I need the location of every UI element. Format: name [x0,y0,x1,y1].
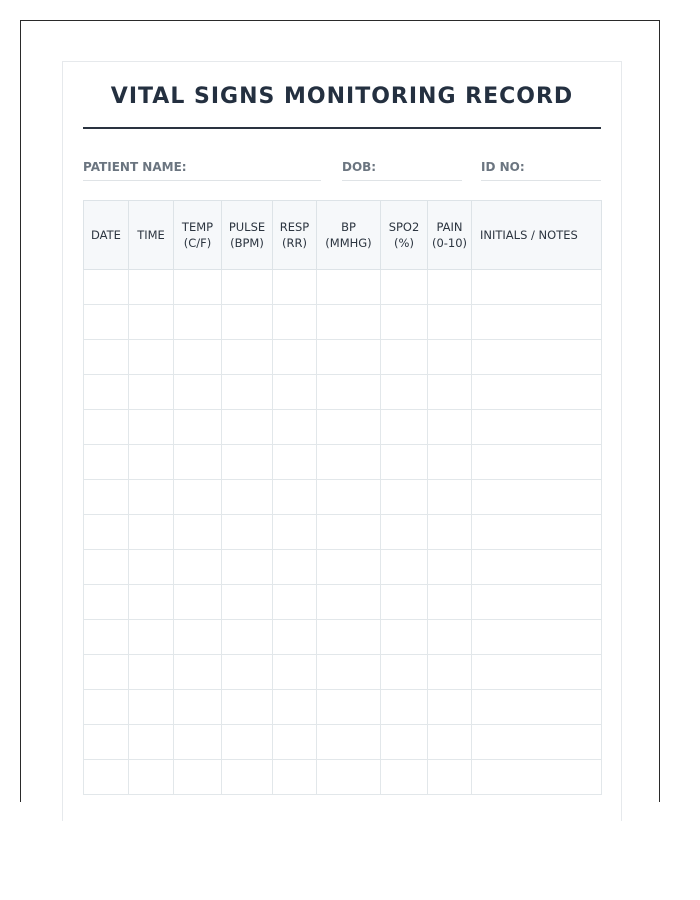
table-row [84,725,602,760]
cell-temp[interactable] [174,585,222,620]
cell-time[interactable] [129,480,174,515]
cell-time[interactable] [129,305,174,340]
cell-bp[interactable] [317,725,381,760]
cell-date[interactable] [84,585,129,620]
cell-spo2[interactable] [381,375,428,410]
cell-spo2[interactable] [381,585,428,620]
cell-bp[interactable] [317,480,381,515]
patient-name-field[interactable] [83,180,321,181]
cell-resp[interactable] [273,375,317,410]
cell-bp[interactable] [317,305,381,340]
cell-pain[interactable] [428,760,472,795]
cell-date[interactable] [84,620,129,655]
table-row [84,480,602,515]
dob-label: DOB: [342,160,377,174]
cell-time[interactable] [129,585,174,620]
id-no-label: ID NO: [481,160,525,174]
cell-date[interactable] [84,690,129,725]
cell-notes[interactable] [472,480,602,515]
cell-notes[interactable] [472,585,602,620]
cell-date[interactable] [84,725,129,760]
cell-pulse[interactable] [222,375,273,410]
cell-time[interactable] [129,340,174,375]
cell-temp[interactable] [174,725,222,760]
cell-pain[interactable] [428,480,472,515]
cell-temp[interactable] [174,550,222,585]
cell-spo2[interactable] [381,445,428,480]
form-sheet [62,61,622,821]
column-header-resp: RESP (RR) [273,201,317,270]
column-header-pulse: PULSE (BPM) [222,201,273,270]
cell-pulse[interactable] [222,270,273,305]
cell-pulse[interactable] [222,305,273,340]
title-divider [83,127,601,129]
cell-notes[interactable] [472,550,602,585]
cell-temp[interactable] [174,375,222,410]
table-row [84,620,602,655]
cell-pulse[interactable] [222,410,273,445]
column-header-spo2: SPO2 (%) [381,201,428,270]
cell-time[interactable] [129,515,174,550]
cell-pulse[interactable] [222,725,273,760]
table-row [84,410,602,445]
cell-bp[interactable] [317,375,381,410]
cell-pulse[interactable] [222,585,273,620]
table-row [84,655,602,690]
cell-resp[interactable] [273,270,317,305]
table-row [84,585,602,620]
cell-date[interactable] [84,760,129,795]
cell-temp[interactable] [174,480,222,515]
dob-field[interactable] [342,180,462,181]
cell-date[interactable] [84,445,129,480]
column-header-bp: BP (MMHG) [317,201,381,270]
cell-date[interactable] [84,270,129,305]
cell-date[interactable] [84,515,129,550]
cell-resp[interactable] [273,410,317,445]
column-header-time: TIME [129,201,174,270]
cell-pulse[interactable] [222,340,273,375]
cell-pulse[interactable] [222,480,273,515]
cell-spo2[interactable] [381,340,428,375]
cell-resp[interactable] [273,305,317,340]
cell-pain[interactable] [428,655,472,690]
cell-resp[interactable] [273,585,317,620]
cell-spo2[interactable] [381,480,428,515]
cell-spo2[interactable] [381,305,428,340]
cell-pain[interactable] [428,375,472,410]
cell-spo2[interactable] [381,620,428,655]
table-row [84,515,602,550]
cell-date[interactable] [84,375,129,410]
cell-spo2[interactable] [381,270,428,305]
cell-temp[interactable] [174,340,222,375]
cell-date[interactable] [84,410,129,445]
cell-resp[interactable] [273,515,317,550]
cell-pulse[interactable] [222,550,273,585]
form-title: VITAL SIGNS MONITORING RECORD [110,84,574,109]
table-row [84,270,602,305]
column-header-date: DATE [84,201,129,270]
cell-spo2[interactable] [381,515,428,550]
cell-resp[interactable] [273,760,317,795]
table-header-row [84,201,602,270]
cell-resp[interactable] [273,655,317,690]
cell-temp[interactable] [174,690,222,725]
cell-bp[interactable] [317,760,381,795]
cell-temp[interactable] [174,445,222,480]
cell-notes[interactable] [472,725,602,760]
cell-resp[interactable] [273,445,317,480]
cell-resp[interactable] [273,550,317,585]
cell-temp[interactable] [174,655,222,690]
cell-notes[interactable] [472,515,602,550]
id-no-field[interactable] [481,180,601,181]
cell-pain[interactable] [428,515,472,550]
cell-bp[interactable] [317,410,381,445]
cell-pain[interactable] [428,305,472,340]
cell-spo2[interactable] [381,550,428,585]
cell-pulse[interactable] [222,690,273,725]
table-body [84,270,602,795]
cell-notes[interactable] [472,445,602,480]
cell-date[interactable] [84,550,129,585]
cell-pain[interactable] [428,585,472,620]
cell-notes[interactable] [472,655,602,690]
cell-notes[interactable] [472,270,602,305]
cell-date[interactable] [84,480,129,515]
cell-bp[interactable] [317,585,381,620]
page-frame [20,20,660,802]
cell-date[interactable] [84,340,129,375]
cell-pain[interactable] [428,270,472,305]
table-row [84,375,602,410]
cell-notes[interactable] [472,305,602,340]
cell-date[interactable] [84,655,129,690]
column-header-pain: PAIN (0-10) [428,201,472,270]
cell-time[interactable] [129,550,174,585]
cell-bp[interactable] [317,270,381,305]
column-header-temp: TEMP (C/F) [174,201,222,270]
column-header-notes: INITIALS / NOTES [472,201,602,270]
cell-pulse[interactable] [222,760,273,795]
cell-time[interactable] [129,620,174,655]
cell-time[interactable] [129,690,174,725]
cell-pulse[interactable] [222,620,273,655]
cell-notes[interactable] [472,690,602,725]
cell-notes[interactable] [472,340,602,375]
cell-pulse[interactable] [222,445,273,480]
cell-temp[interactable] [174,305,222,340]
cell-temp[interactable] [174,760,222,795]
cell-notes[interactable] [472,375,602,410]
cell-temp[interactable] [174,620,222,655]
cell-pulse[interactable] [222,655,273,690]
cell-bp[interactable] [317,655,381,690]
cell-time[interactable] [129,375,174,410]
cell-spo2[interactable] [381,690,428,725]
cell-bp[interactable] [317,550,381,585]
cell-resp[interactable] [273,690,317,725]
cell-temp[interactable] [174,515,222,550]
cell-resp[interactable] [273,340,317,375]
cell-resp[interactable] [273,620,317,655]
cell-bp[interactable] [317,340,381,375]
cell-pain[interactable] [428,445,472,480]
cell-resp[interactable] [273,480,317,515]
cell-time[interactable] [129,655,174,690]
vital-signs-table [83,200,602,795]
cell-temp[interactable] [174,410,222,445]
cell-bp[interactable] [317,690,381,725]
cell-notes[interactable] [472,620,602,655]
cell-spo2[interactable] [381,655,428,690]
cell-spo2[interactable] [381,760,428,795]
table-row [84,305,602,340]
cell-pain[interactable] [428,620,472,655]
cell-time[interactable] [129,410,174,445]
cell-spo2[interactable] [381,410,428,445]
cell-temp[interactable] [174,270,222,305]
cell-pain[interactable] [428,725,472,760]
cell-resp[interactable] [273,725,317,760]
cell-pain[interactable] [428,690,472,725]
table-row [84,445,602,480]
cell-notes[interactable] [472,760,602,795]
cell-date[interactable] [84,305,129,340]
cell-bp[interactable] [317,515,381,550]
cell-bp[interactable] [317,620,381,655]
cell-pain[interactable] [428,410,472,445]
cell-time[interactable] [129,760,174,795]
cell-time[interactable] [129,445,174,480]
cell-bp[interactable] [317,445,381,480]
table-row [84,340,602,375]
cell-notes[interactable] [472,410,602,445]
cell-spo2[interactable] [381,725,428,760]
patient-name-label: PATIENT NAME: [83,160,187,174]
cell-pain[interactable] [428,550,472,585]
cell-time[interactable] [129,725,174,760]
table-row [84,760,602,795]
cell-time[interactable] [129,270,174,305]
cell-pain[interactable] [428,340,472,375]
cell-pulse[interactable] [222,515,273,550]
table-row [84,550,602,585]
table-row [84,690,602,725]
